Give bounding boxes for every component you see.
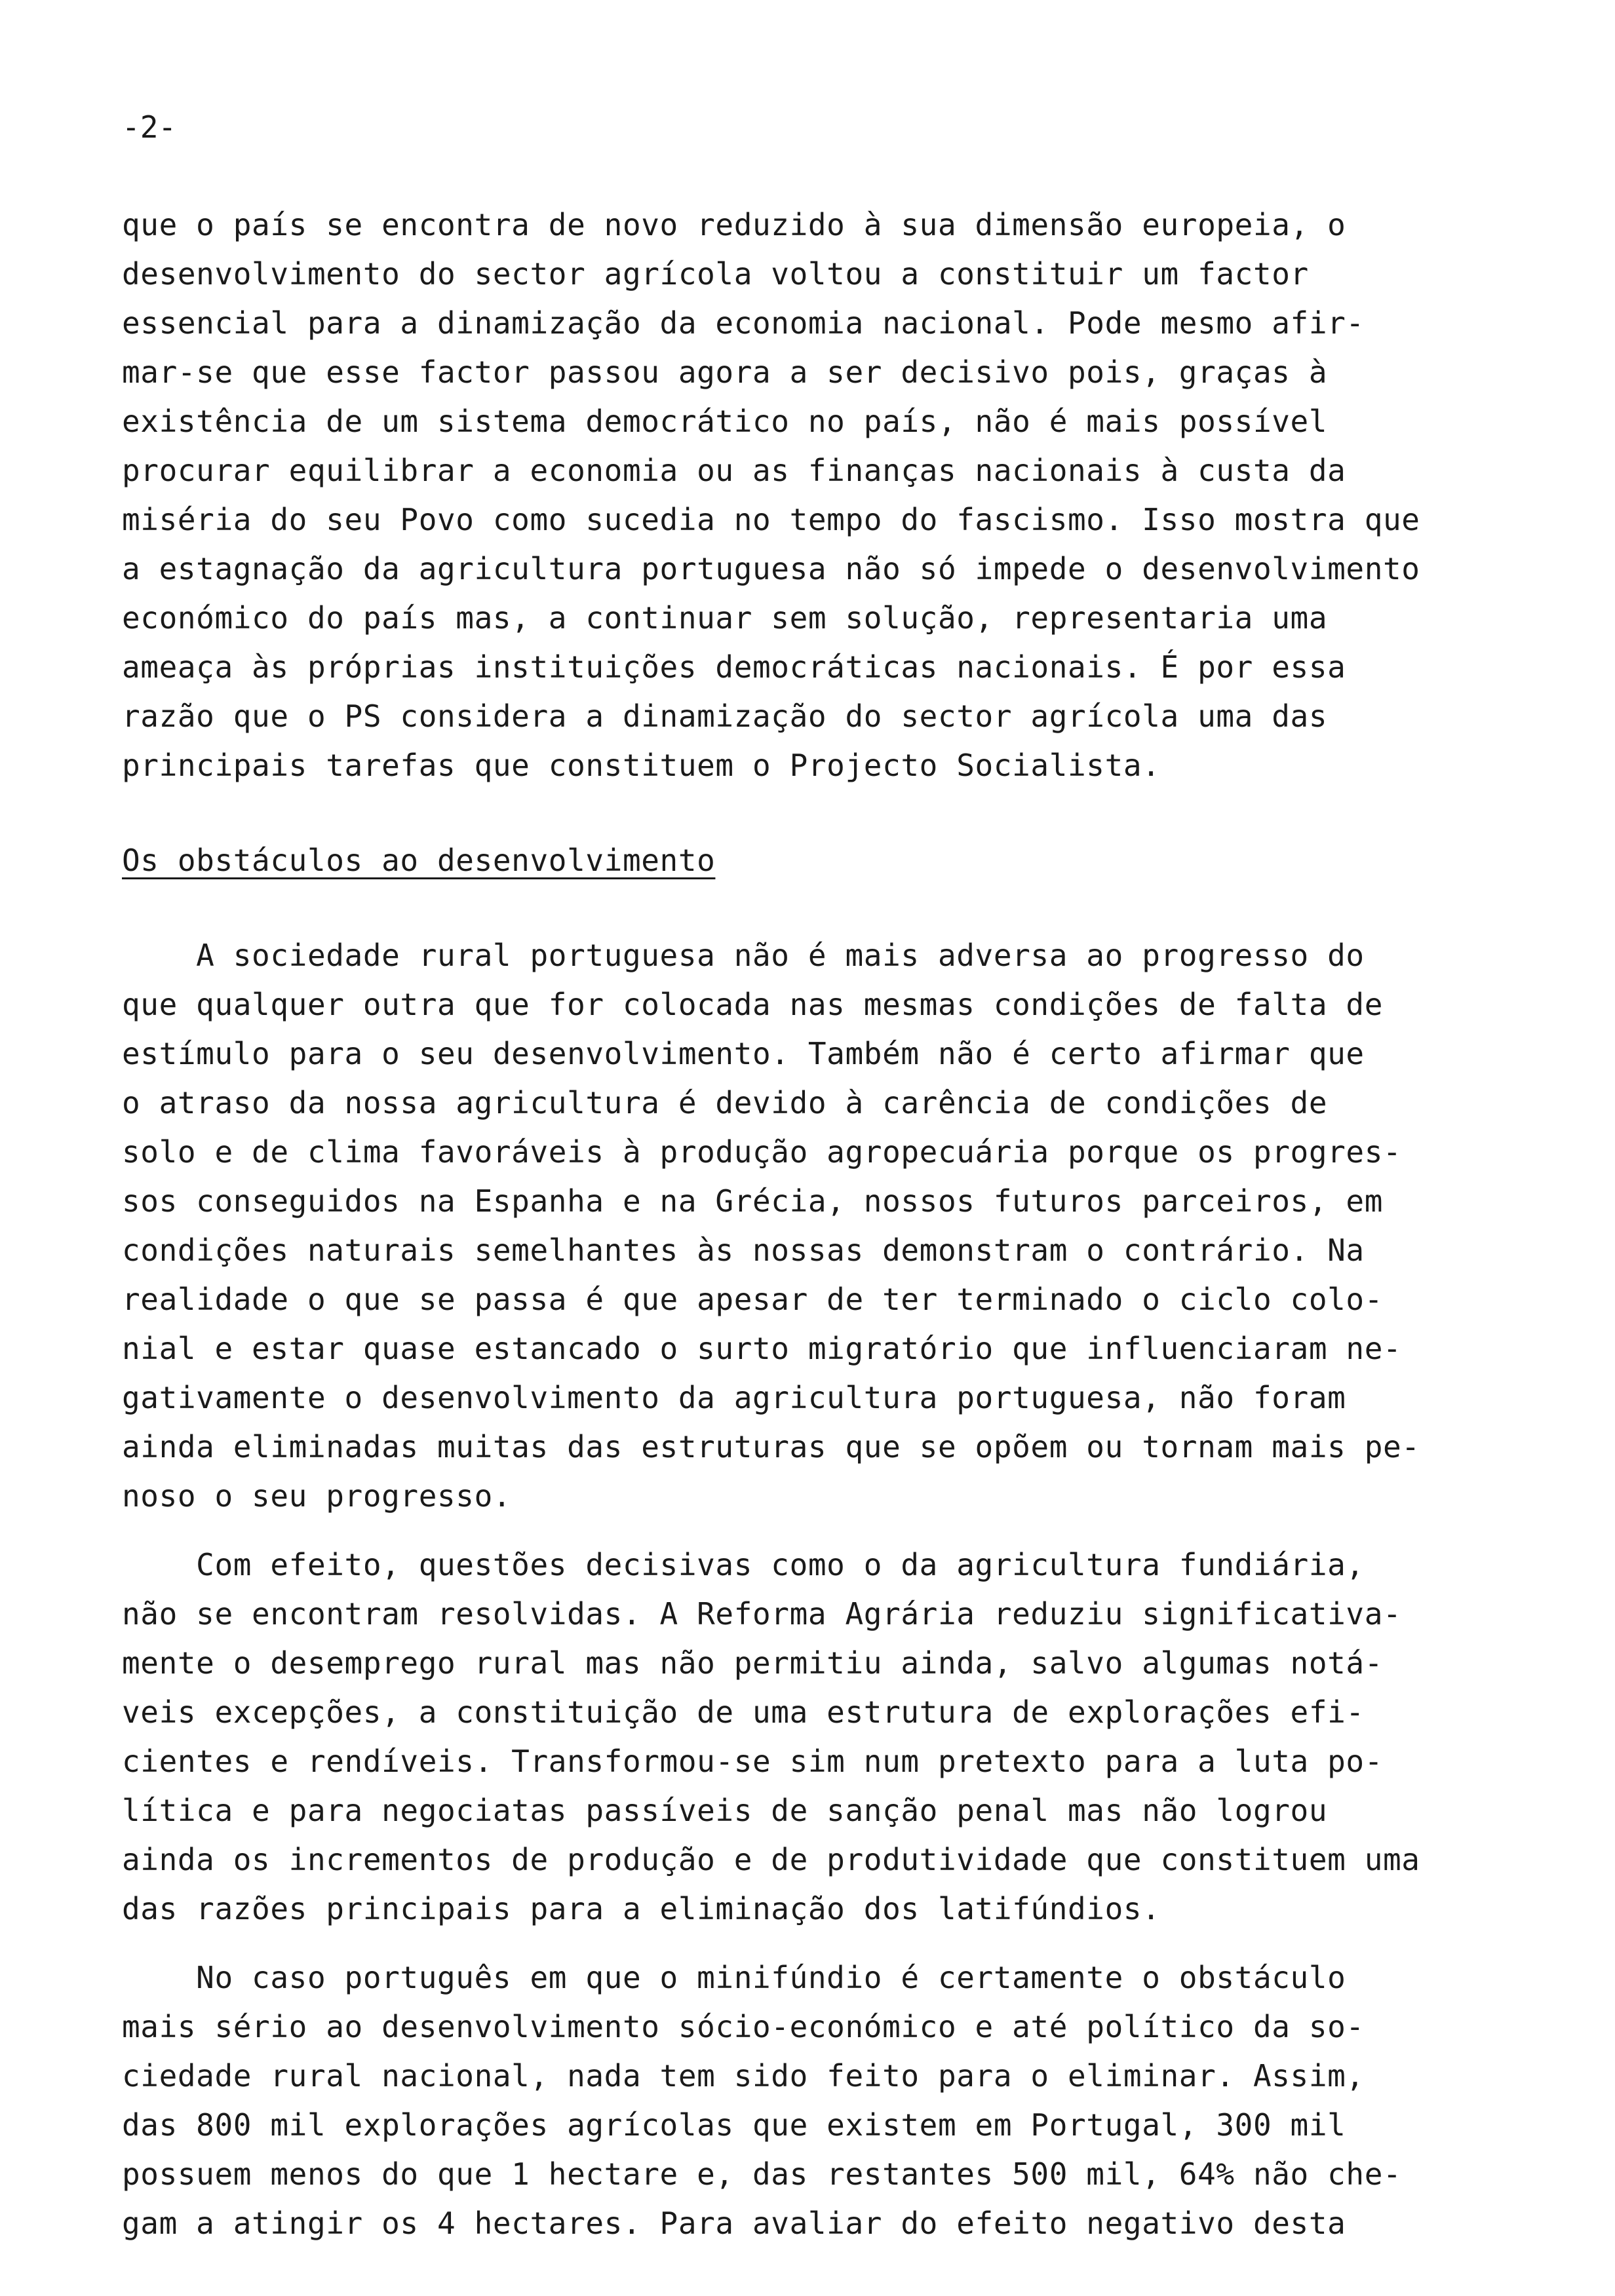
text-line: não se encontram resolvidas. A Reforma Agrária reduziu significativa- (122, 1596, 1402, 1632)
text-line: económico do país mas, a continuar sem solução, representaria uma (122, 600, 1328, 636)
section-heading: Os obstáculos ao desenvolvimento (122, 843, 716, 878)
text-line: ainda eliminadas muitas das estruturas que se opõem ou tornam mais pe- (122, 1429, 1420, 1464)
text-line: veis excepções, a constituição de uma estrutura de explorações efi- (122, 1694, 1365, 1730)
text-line: o atraso da nossa agricultura é devido à carência de condições de (122, 1085, 1328, 1120)
text-line: ameaça às próprias instituições democráticas nacionais. É por essa (122, 649, 1346, 685)
text-line: possuem menos do que 1 hectare e, das restantes 500 mil, 64% não che- (122, 2156, 1402, 2192)
text-line: das 800 mil explorações agrícolas que existem em Portugal, 300 mil (122, 2107, 1346, 2143)
text-line: Com efeito, questões decisivas como o da agricultura fundiária, (122, 1547, 1365, 1582)
text-line: lítica e para negociatas passíveis de sanção penal mas não logrou (122, 1793, 1328, 1828)
text-line: essencial para a dinamização da economia nacional. Pode mesmo afir- (122, 305, 1365, 341)
text-line: sos conseguidos na Espanha e na Grécia, nossos futuros parceiros, em (122, 1183, 1384, 1219)
text-line: mar-se que esse factor passou agora a ser decisivo pois, graças à (122, 354, 1328, 390)
text-line: procurar equilibrar a economia ou as finanças nacionais à custa da (122, 453, 1346, 488)
text-line: a estagnação da agricultura portuguesa não só impede o desenvolvimento (122, 551, 1420, 586)
text-line: mais sério ao desenvolvimento sócio-económico e até político da so- (122, 2009, 1365, 2044)
text-line: condições naturais semelhantes às nossas demonstram o contrário. Na (122, 1233, 1365, 1268)
text-line: noso o seu progresso. (122, 1478, 512, 1514)
text-line: solo e de clima favoráveis à produção agropecuária porque os progres- (122, 1134, 1402, 1170)
page-number: -2- (122, 109, 177, 145)
text-line: A sociedade rural portuguesa não é mais adversa ao progresso do (122, 938, 1365, 973)
text-line: existência de um sistema democrático no país, não é mais possível (122, 404, 1328, 439)
text-line: nial e estar quase estancado o surto migratório que influenciaram ne- (122, 1331, 1402, 1366)
text-line: razão que o PS considera a dinamização do sector agrícola uma das (122, 698, 1328, 734)
text-line: desenvolvimento do sector agrícola voltou a constituir um factor (122, 256, 1309, 292)
text-line: principais tarefas que constituem o Projecto Socialista. (122, 748, 1161, 783)
text-line: gam a atingir os 4 hectares. Para avaliar do efeito negativo desta (122, 2206, 1346, 2241)
text-line: miséria do seu Povo como sucedia no tempo do fascismo. Isso mostra que (122, 502, 1420, 537)
text-line: que qualquer outra que for colocada nas mesmas condições de falta de (122, 987, 1384, 1022)
text-line: ainda os incrementos de produção e de produtividade que constituem uma (122, 1842, 1420, 1877)
text-line: das razões principais para a eliminação dos latifúndios. (122, 1891, 1161, 1926)
text-line: No caso português em que o minifúndio é certamente o obstáculo (122, 1960, 1346, 1995)
text-line: gativamente o desenvolvimento da agricultura portuguesa, não foram (122, 1380, 1346, 1415)
text-line: realidade o que se passa é que apesar de ter terminado o ciclo colo- (122, 1282, 1384, 1317)
text-line: mente o desemprego rural mas não permitiu ainda, salvo algumas notá- (122, 1645, 1384, 1681)
text-line: cientes e rendíveis. Transformou-se sim num pretexto para a luta po- (122, 1744, 1384, 1779)
text-line: ciedade rural nacional, nada tem sido feito para o eliminar. Assim, (122, 2058, 1365, 2094)
text-line: que o país se encontra de novo reduzido à sua dimensão europeia, o (122, 207, 1346, 242)
text-line: estímulo para o seu desenvolvimento. Também não é certo afirmar que (122, 1036, 1365, 1071)
